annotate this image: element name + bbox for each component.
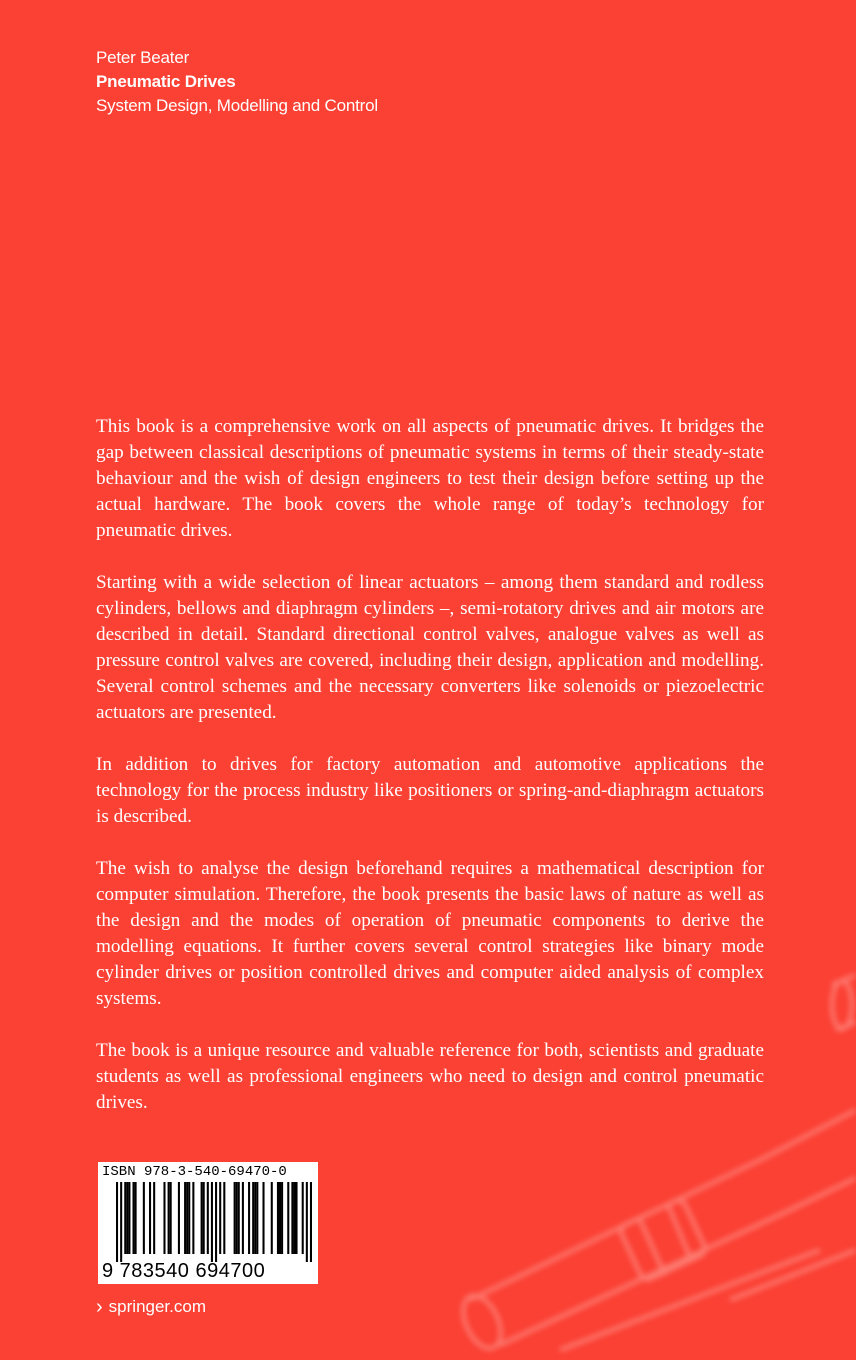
barcode-bar <box>186 1182 188 1254</box>
barcode-bar <box>178 1182 180 1254</box>
barcode-bar <box>306 1182 308 1262</box>
barcode-bar <box>295 1182 297 1254</box>
barcode-bar <box>254 1182 256 1254</box>
barcode-bar <box>271 1182 273 1254</box>
description-paragraph: In addition to drives for factory automation and automotive applications the technology for the process industry like positioners or spring-and-diaphragm actuators is described. <box>96 754 764 827</box>
barcode-bar <box>120 1182 122 1262</box>
barcode-bar <box>203 1182 205 1254</box>
barcode-bar <box>252 1182 254 1254</box>
book-subtitle: System Design, Modelling and Control <box>96 96 378 115</box>
barcode-bar <box>310 1182 312 1262</box>
publisher-link[interactable] <box>96 1296 206 1318</box>
barcode-bar <box>170 1182 172 1254</box>
barcode-bar <box>238 1182 240 1254</box>
barcode-bar <box>116 1182 118 1262</box>
barcode-bar <box>291 1182 293 1254</box>
barcode-bar <box>287 1182 289 1254</box>
barcode-bar <box>133 1182 135 1254</box>
isbn-label: ISBN 978-3-540-69470-0 <box>102 1164 287 1180</box>
author-name: Peter Beater <box>96 48 190 67</box>
barcode-bar <box>256 1182 258 1254</box>
barcode-bar <box>293 1182 295 1254</box>
barcode-bar <box>135 1182 137 1254</box>
barcode-bar <box>234 1182 236 1254</box>
barcode-bar <box>188 1182 190 1254</box>
publisher-url: springer.com <box>108 1297 206 1316</box>
barcode-bar <box>211 1182 213 1262</box>
barcode-bar <box>126 1182 128 1254</box>
barcode-bar <box>236 1182 238 1254</box>
barcode-bar <box>201 1182 203 1254</box>
barcode-bar <box>143 1182 145 1254</box>
barcode-bar <box>242 1182 244 1254</box>
barcode-bar <box>223 1182 225 1254</box>
description-paragraph: This book is a comprehensive work on all aspects of pneumatic drives. It bridges the gap between classical descriptions of pneumatic systems in terms of their steady-state behaviour and the wish of design engineers to test their design before setting up the actual hardware. The book covers the whole range of today’s technology for pneumatic drives. <box>96 416 764 541</box>
barcode-bar <box>277 1182 279 1254</box>
barcode-bar <box>279 1182 281 1254</box>
barcode-bar <box>219 1182 221 1254</box>
ean-digits: 9 783540 694700 <box>102 1260 266 1282</box>
description-paragraph: Starting with a wide selection of linear actuators – among them standard and rodless cylinders, bellows and diaphragm cylinders –, semi-rotatory drives and air motors are described in detail. Standard directional control valves, analogue valves as well as pressure control valves are covered, including their design, application and modelling. Several control schemes and the necessary converters like solenoids or piezoelectric actuators are presented. <box>96 572 764 723</box>
barcode-bar <box>192 1182 194 1254</box>
barcode-bar <box>163 1182 165 1254</box>
barcode-bar <box>302 1182 304 1254</box>
barcode-bar <box>124 1182 126 1254</box>
description-paragraph: The book is a unique resource and valuable reference for both, scientists and graduate students as well as professional engineers who need to design and control pneumatic drives. <box>96 1040 764 1113</box>
barcode-bar <box>207 1182 209 1254</box>
barcode-bars <box>116 1182 312 1262</box>
barcode-bar <box>128 1182 130 1254</box>
barcode-bar <box>215 1182 217 1262</box>
barcode-bar <box>153 1182 155 1254</box>
barcode-bar <box>281 1182 283 1254</box>
book-title: Pneumatic Drives <box>96 72 236 91</box>
book-header <box>96 46 378 118</box>
barcode-bar <box>184 1182 186 1254</box>
description-paragraph: The wish to analyse the design beforehand requires a mathematical description for computer simulation. Therefore, the book presents the basic laws of nature as well as the design and the modes of operation of pneumatic components to derive the modelling equations. It further covers several control strategies like binary mode cylinder drives or position controlled drives and computer aided analysis of complex systems. <box>96 858 764 1009</box>
isbn-barcode <box>98 1162 318 1284</box>
barcode-bar <box>248 1182 250 1254</box>
chevron-right-icon: › <box>96 1296 103 1318</box>
barcode-bar <box>168 1182 170 1254</box>
book-description <box>96 414 764 1142</box>
barcode-bar <box>149 1182 151 1254</box>
barcode-bar <box>262 1182 264 1254</box>
